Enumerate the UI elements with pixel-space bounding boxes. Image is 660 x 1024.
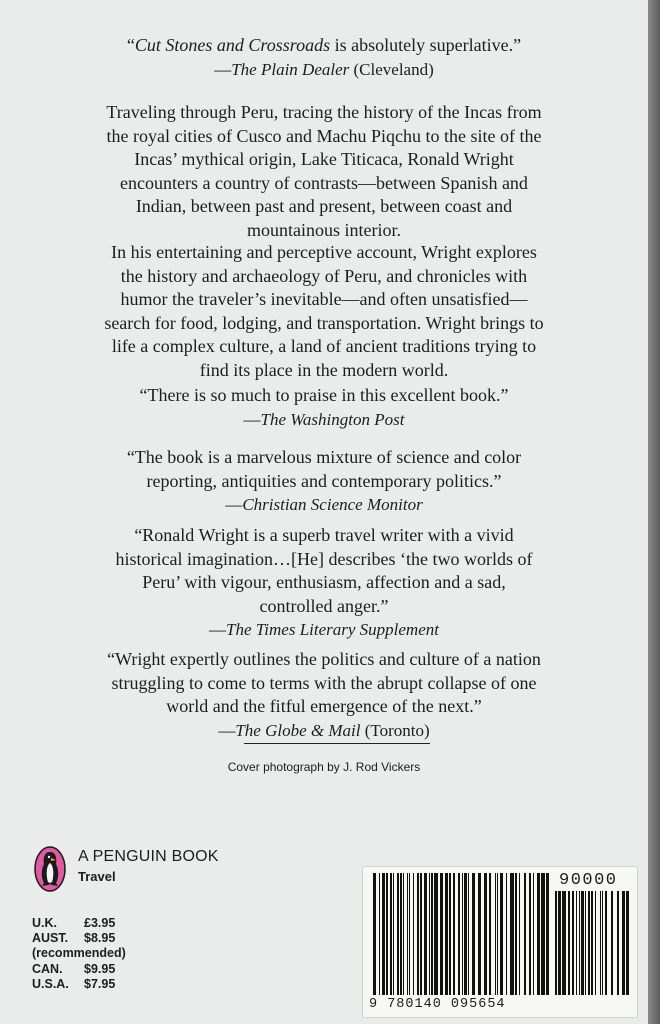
text-line: humor the traveler’s inevitable—and often unsatisfied—: [120, 289, 528, 309]
text-line: the royal cities of Cusco and Machu Piqchu to the site of the: [106, 125, 542, 146]
barcode-bar: [537, 873, 540, 995]
barcode-bar: [413, 873, 414, 995]
barcode-bar: [595, 891, 596, 995]
text-line: In his entertaining and perceptive account, Wright explores: [111, 242, 537, 262]
barcode-bar: [617, 891, 619, 995]
barcode-bar: [393, 873, 394, 995]
barcode-bar: [519, 873, 520, 995]
barcode-bar: [497, 873, 498, 995]
quote-top: [30, 34, 618, 81]
price-row: [32, 946, 126, 961]
barcode-bar: [379, 873, 380, 995]
price-note: (recommended): [32, 946, 126, 961]
barcode-bar: [600, 891, 601, 995]
barcode-bar: [581, 891, 584, 995]
barcode-bar: [515, 873, 517, 995]
barcode-bar: [626, 891, 629, 995]
price-row: [32, 962, 126, 977]
barcode-bar: [546, 873, 549, 995]
barcode-bar: [489, 873, 491, 995]
dash: —: [214, 59, 232, 79]
price-list: [32, 916, 126, 992]
quote-line: Peru’ with vigour, enthusiasm, affection and a sad,: [142, 572, 506, 592]
price-country: U.K.: [32, 916, 57, 930]
barcode-bar: [449, 873, 451, 995]
barcode-bar: [407, 873, 408, 995]
barcode-bar: [468, 873, 469, 995]
isbn-number: 9 780140 095654: [369, 997, 506, 1012]
quote-christian-science-monitor: [30, 446, 618, 517]
barcode-bar: [602, 891, 603, 995]
source-name: The Plain Dealer: [231, 59, 350, 79]
publisher-name: A PENGUIN BOOK: [78, 848, 219, 865]
price-value: $9.95: [84, 961, 116, 976]
quote-top-source: [30, 58, 618, 82]
barcode-bar: [510, 873, 514, 995]
barcode-bar: [555, 891, 557, 995]
barcode-bar: [533, 873, 534, 995]
text-line: search for food, lodging, and transportation. Wright brings to: [104, 312, 544, 333]
price-row: [32, 977, 126, 992]
quote-line: “There is so much to praise in this excellent book.”: [139, 385, 509, 405]
barcode-bar: [622, 891, 625, 995]
barcode-bar: [429, 873, 430, 995]
quote-source: —The Globe & Mail (Toronto): [218, 720, 430, 740]
quote-times-literary-supplement: [30, 524, 618, 642]
source-suffix: (Cleveland): [349, 59, 434, 79]
barcode-bar: [445, 873, 448, 995]
addon-code: 90000: [559, 871, 618, 890]
text-line: life a complex culture, a land of ancient traditions trying to: [111, 336, 537, 356]
barcode-bar: [373, 873, 376, 995]
barcode-bar: [434, 873, 438, 995]
text-line: the history and archaeology of Peru, and chronicles with: [120, 265, 528, 286]
barcode-bar: [458, 873, 460, 995]
barcode-bar: [417, 873, 419, 995]
source-suffix: (Toronto): [360, 720, 430, 740]
barcode-bar: [588, 891, 590, 995]
quote-line: historical imagination…[He] describes ‘the two worlds of: [115, 548, 533, 569]
barcode-bar: [529, 873, 531, 995]
barcode-bar: [403, 873, 404, 995]
barcode-bar: [390, 873, 392, 995]
price-country: U.S.A.: [32, 976, 69, 991]
quote-line: “The book is a marvelous mixture of science and color: [126, 447, 522, 467]
price-value: $7.95: [84, 976, 116, 991]
barcode-bar: [591, 891, 593, 995]
quote-washington-post: [30, 384, 618, 431]
quote-line: “Ronald Wright is a superb travel writer with a vivid: [134, 525, 514, 545]
price-value: $8.95: [84, 931, 116, 946]
quote-line: struggling to come to terms with the abrupt collapse of one: [111, 672, 537, 693]
barcode-bar: [585, 891, 586, 995]
source-name: The Washington Post: [260, 409, 405, 429]
barcode-bar: [562, 891, 566, 995]
divider-rule: [244, 743, 430, 744]
barcode-bar: [568, 891, 570, 995]
isbn-barcode: [373, 873, 551, 995]
barcode-bar: [386, 873, 388, 995]
barcode-bar: [453, 873, 455, 995]
quote-top-rest: is absolutely superlative.”: [330, 35, 522, 55]
quote-top-text: “Cut Stones and Crossroads is absolutely superlative.”: [126, 35, 522, 55]
barcode-bar: [462, 873, 463, 995]
photo-credit: Cover photograph by J. Rod Vickers: [227, 760, 421, 774]
barcode-bar: [495, 873, 496, 995]
barcode-bar: [400, 873, 402, 995]
price-country: CAN.: [32, 961, 63, 976]
barcode-bar: [579, 891, 580, 995]
barcode-bar: [576, 891, 577, 995]
price-row: [32, 916, 126, 931]
text-line: Traveling through Peru, tracing the history of the Incas from: [106, 102, 542, 122]
description-paragraph-2: [30, 241, 618, 382]
quote-globe-and-mail: [30, 648, 618, 742]
quote-source: —The Washington Post: [243, 409, 405, 429]
quote-line: “Wright expertly outlines the politics and culture of a nation: [107, 649, 541, 669]
barcode-bar: [440, 873, 443, 995]
price-addon-barcode: [555, 891, 629, 995]
barcode-bar: [409, 873, 410, 995]
barcode-bar: [478, 873, 481, 995]
barcode-bar: [464, 873, 467, 995]
barcode-bar: [558, 891, 561, 995]
source-name: The Times Literary Supplement: [226, 620, 439, 639]
source-name: Christian Science Monitor: [242, 495, 423, 514]
barcode-bar: [611, 891, 613, 995]
text-line: Indian, between past and present, between coast and: [135, 196, 513, 216]
price-value: £3.95: [84, 916, 116, 930]
quote-line: controlled anger.”: [259, 595, 389, 616]
price-row: [32, 931, 126, 946]
barcode-bar: [431, 873, 433, 995]
text-line: encounters a country of contrasts—between Spanish and: [120, 172, 528, 193]
source-name: The Globe & Mail: [235, 720, 361, 740]
penguin-logo-icon: [34, 846, 66, 892]
barcode-bar: [524, 873, 526, 995]
description-paragraph-1: [30, 101, 618, 242]
barcode-bar: [484, 873, 487, 995]
barcode-bar: [605, 891, 607, 995]
barcode-panel: [362, 866, 638, 1018]
quote-line: reporting, antiquities and contemporary politics.”: [146, 470, 502, 491]
barcode-bar: [424, 873, 427, 995]
barcode-bar: [506, 873, 507, 995]
barcode-bar: [420, 873, 422, 995]
quote-source: —Christian Science Monitor: [225, 495, 423, 514]
barcode-bar: [472, 873, 475, 995]
text-line: find its place in the modern world.: [199, 359, 449, 380]
price-country: AUST.: [32, 931, 69, 946]
quote-line: world and the fitful emergence of the next.”: [166, 696, 482, 716]
quote-source: —The Times Literary Supplement: [209, 620, 439, 639]
book-spine-edge: [648, 0, 660, 1024]
barcode-bar: [382, 873, 385, 995]
barcode-bar: [500, 873, 503, 995]
category-label: Travel: [78, 869, 116, 884]
barcode-bar: [572, 891, 574, 995]
barcode-bar: [541, 873, 545, 995]
barcode-bar: [397, 873, 399, 995]
text-line: Incas’ mythical origin, Lake Titicaca, Ronald Wright: [134, 149, 514, 169]
text-line: mountainous interior.: [247, 219, 401, 240]
quoted-book-title: Cut Stones and Crossroads: [134, 35, 331, 55]
